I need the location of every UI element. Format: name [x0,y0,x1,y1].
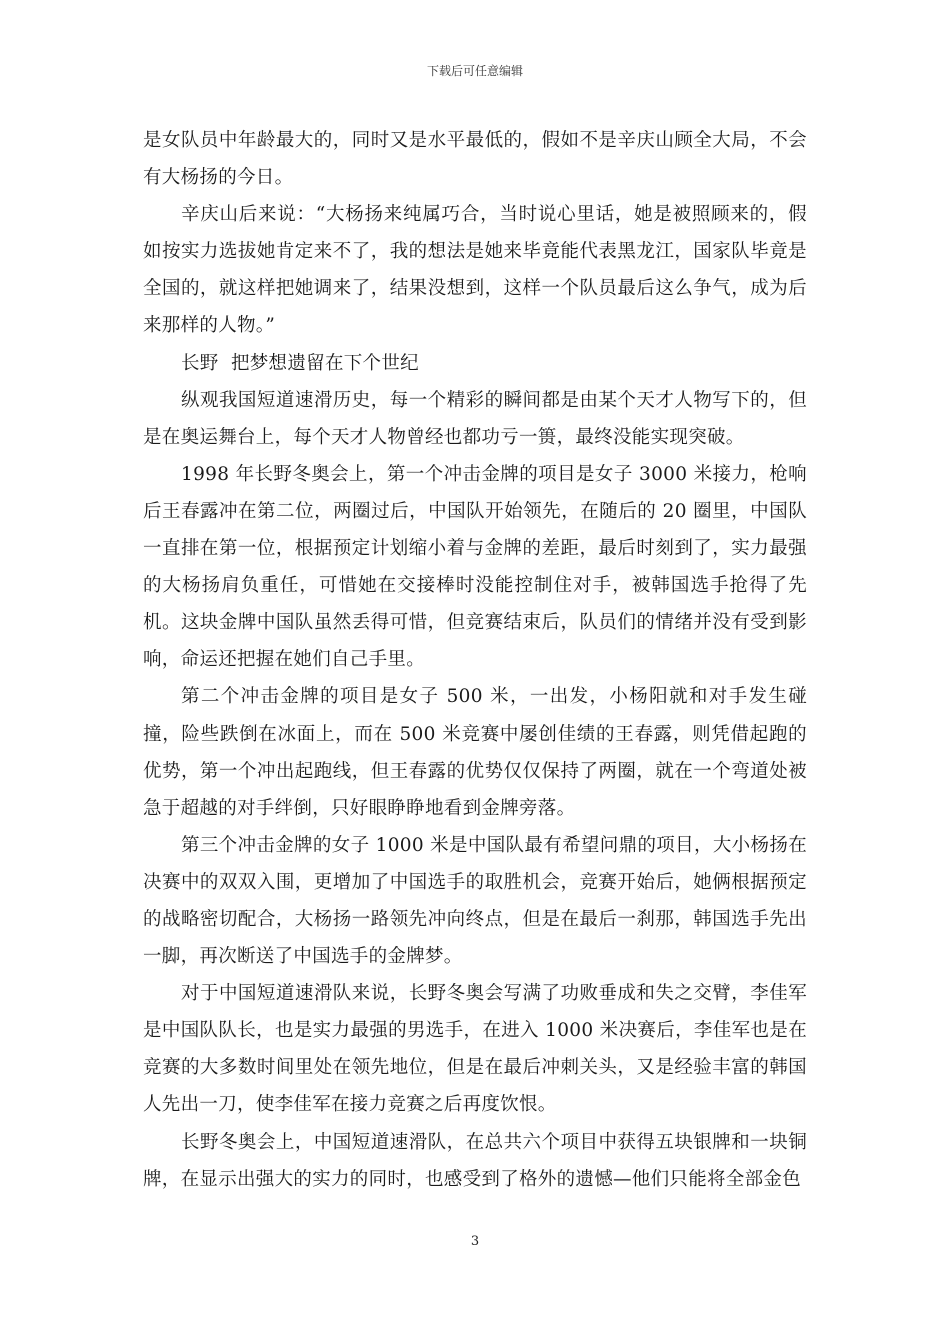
body-text [143,122,807,1198]
paragraph: 对于中国短道速滑队来说，长野冬奥会写满了功败垂成和失之交臂，李佳军是中国队队长，也是实力最强的男选手，在进入 1000 米决赛后，李佳军也是在竞赛的大多数时间里处在领先地位，但是在最后冲刺关头，又是经验丰富的韩国人先出一刀，使李佳军在接力竞赛之后再度饮恨。 [143,983,807,1116]
paragraph: 纵观我国短道速滑历史，每一个精彩的瞬间都是由某个天才人物写下的，但是在奥运舞台上，每个天才人物曾经也都功亏一篑，最终没能实现突破。 [143,389,807,448]
page-header: 下载后可任意编辑 [426,64,523,78]
paragraph: 长野冬奥会上，中国短道速滑队，在总共六个项目中获得五块银牌和一块铜牌，在显示出强大的实力的同时，也感受到了格外的遗憾—他们只能将全部金色 [143,1131,807,1190]
section-heading: 长野 把梦想遗留在下个世纪 [181,352,419,374]
paragraph: 是女队员中年龄最大的，同时又是水平最低的，假如不是辛庆山顾全大局，不会有大杨扬的今日。 [143,130,807,189]
paragraph: 第三个冲击金牌的女子 1000 米是中国队最有希望问鼎的项目，大小杨扬在决赛中的双双入围，更增加了中国选手的取胜机会，竞赛开始后，她俩根据预定的战略密切配合，大杨扬一路领先冲向终点，但是在最后一刹那，韩国选手先出一脚，再次断送了中国选手的金牌梦。 [143,834,807,968]
paragraph: 第二个冲击金牌的项目是女子 500 米，一出发，小杨阳就和对手发生碰撞，险些跌倒在冰面上，而在 500 米竞赛中屡创佳绩的王春露，则凭借起跑的优势，第一个冲出起跑线，但王春露的优势仅仅保持了两圈，就在一个弯道处被急于超越的对手绊倒，只好眼睁睁地看到金牌旁落。 [143,686,807,819]
paragraph: 1998 年长野冬奥会上，第一个冲击金牌的项目是女子 3000 米接力，枪响后王春露冲在第二位，两圈过后，中国队开始领先，在随后的 20 圈里，中国队一直排在第一位，根据预定计划缩小着与金牌的差距，最后时刻到了，实力最强的大杨扬肩负重任，可惜她在交接棒时没能控制住对手，被韩国选手抢得了先机。这块金牌中国队虽然丢得可惜，但竞赛结束后，队员们的情绪并没有受到影响，命运还把握在她们自己手里。 [143,463,807,671]
paragraph: 辛庆山后来说：“大杨扬来纯属巧合，当时说心里话，她是被照顾来的，假如按实力选拔她肯定来不了，我的想法是她来毕竟能代表黑龙江，国家队毕竟是全国的，就这样把她调来了，结果没想到，这样一个队员最后这么争气，成为后来那样的人物。” [143,204,807,337]
page-number: 3 [470,1234,480,1249]
